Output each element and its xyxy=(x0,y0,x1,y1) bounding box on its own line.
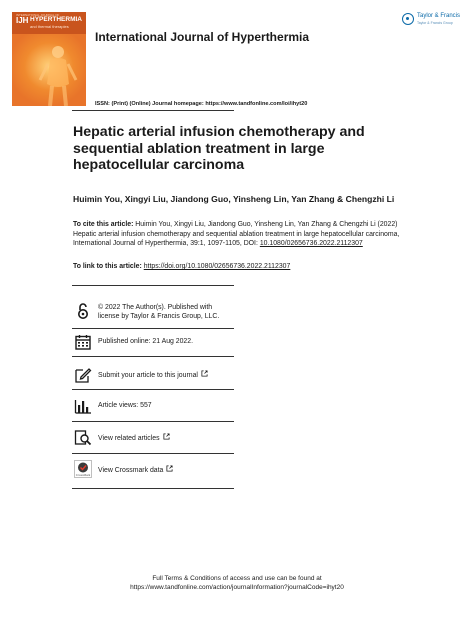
publisher-logo[interactable] xyxy=(402,12,464,32)
journal-title[interactable]: International Journal of Hyperthermia xyxy=(95,30,310,44)
published-date: Published online: 21 Aug 2022. xyxy=(98,338,194,345)
external-link-icon xyxy=(201,370,208,377)
submit-label: Submit your article to this journal xyxy=(98,372,198,379)
bar-chart-icon xyxy=(74,397,92,415)
cover-title: HYPERTHERMIA xyxy=(30,16,83,23)
article-authors: Huimin You, Xingyi Liu, Jiandong Guo, Yinsheng Lin, Yan Zhang & Chengzhi Li xyxy=(73,194,395,204)
crossmark-icon xyxy=(74,460,92,478)
pencil-edit-icon xyxy=(74,366,92,384)
cite-text: Huimin You, Xingyi Liu, Jiandong Guo, Yinsheng Lin, Yan Zhang & Chengzhi Li (2022) Hepatic arterial infusion chemotherapy and sequential ablation treatment in large hepatocellular carcinoma, International Journal of Hyperthermia, 39:1, 1097-1105, DOI: xyxy=(73,221,400,248)
cite-doi-link[interactable]: 10.1080/02656736.2022.2112307 xyxy=(259,240,363,248)
divider-2 xyxy=(72,356,234,357)
article-title: Hepatic arterial infusion chemotherapy and sequential ablation treatment in large hepatocellular carcinoma xyxy=(73,124,365,173)
article-doi-link[interactable]: https://doi.org/10.1080/02656736.2022.2112307 xyxy=(143,263,291,270)
publisher-logo-icon xyxy=(402,13,414,25)
link-label: To link to this article: xyxy=(73,263,142,270)
related-label: View related articles xyxy=(98,435,160,442)
external-link-icon xyxy=(163,433,170,440)
divider-bottom xyxy=(72,488,234,489)
citation-block xyxy=(73,220,403,249)
license-line-2: license by Taylor & Francis Group, LLC. xyxy=(98,313,220,320)
footer-terms-link[interactable]: https://www.tandfonline.com/action/journalInformation?journalCode=ihyt20 xyxy=(130,584,344,591)
journal-cover-image xyxy=(12,12,86,106)
open-access-icon xyxy=(74,302,92,320)
divider-3 xyxy=(72,389,234,390)
footer-terms-text: Full Terms & Conditions of access and use can be found at xyxy=(152,575,322,582)
divider-4 xyxy=(72,421,234,422)
divider-5 xyxy=(72,453,234,454)
divider-info-top xyxy=(72,285,234,286)
publisher-tagline: Taylor & Francis Group xyxy=(417,21,453,25)
link-line xyxy=(73,263,290,270)
cover-abbrev: IJH xyxy=(16,16,29,25)
calendar-icon xyxy=(74,333,92,351)
publisher-name: Taylor & Francis xyxy=(417,13,461,19)
article-views: Article views: 557 xyxy=(98,402,152,409)
external-link-icon xyxy=(166,465,173,472)
cite-label: To cite this article: xyxy=(73,221,134,228)
crossmark-badge-text: CrossMark xyxy=(75,473,91,477)
related-articles-link[interactable] xyxy=(98,433,170,443)
cover-artwork xyxy=(12,34,86,106)
crossmark-label: View Crossmark data xyxy=(98,467,164,474)
cover-subtitle: and thermal therapies xyxy=(30,24,69,29)
submit-article-link[interactable] xyxy=(98,370,208,380)
issn-homepage-line[interactable]: ISSN: (Print) (Online) Journal homepage: https://www.tandfonline.com/loi/ihyt20 xyxy=(95,101,308,107)
license-line-1: © 2022 The Author(s). Published with xyxy=(98,304,213,311)
divider-top xyxy=(72,110,234,111)
divider-1 xyxy=(72,328,234,329)
footer xyxy=(0,574,474,592)
crossmark-link[interactable] xyxy=(98,465,173,475)
magnifier-icon xyxy=(74,429,92,447)
cover-kicker: INTERNATIONAL JOURNAL OF xyxy=(16,13,60,17)
